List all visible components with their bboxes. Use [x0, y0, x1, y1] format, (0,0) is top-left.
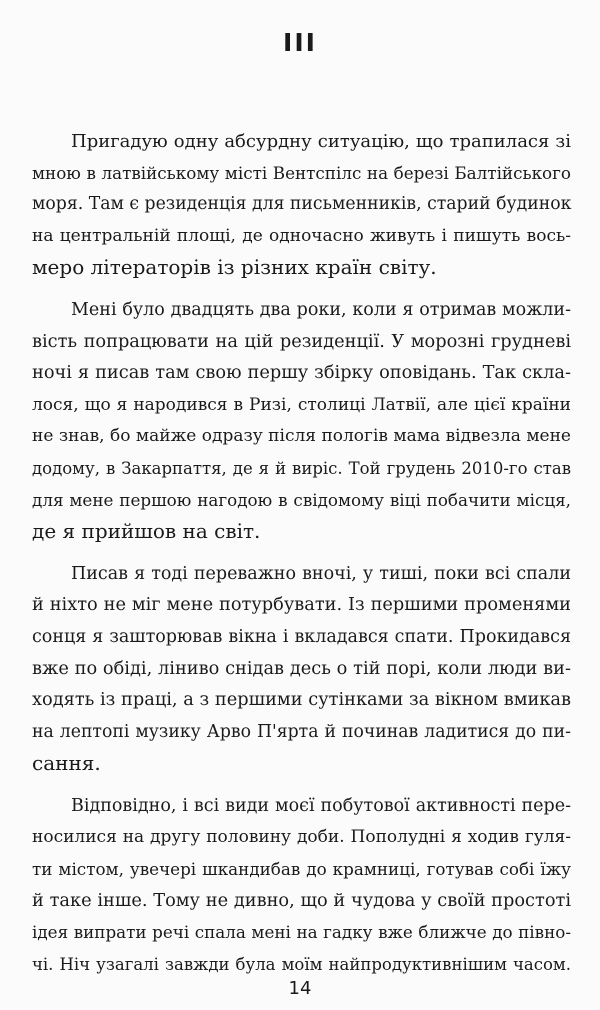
- text-line: й таке інше. Тому не дивно, що й чудова у своїй простоті: [32, 890, 571, 911]
- body-text: [32, 126, 571, 991]
- text-line: меро літераторів із різних країн світу.: [32, 255, 437, 280]
- chapter-heading: III: [283, 28, 317, 57]
- paragraph: [32, 559, 571, 780]
- text-line: Мені було двадцять два роки, коли я отримав можли-: [71, 299, 571, 320]
- text-line: ночі я писав там свою першу збірку оповідань. Так скла-: [32, 363, 571, 384]
- text-line: й ніхто не міг мене потурбувати. Із першими променями: [32, 595, 571, 616]
- text-line: не знав, бо майже одразу після пологів мама відвезла мене: [32, 426, 571, 447]
- text-line: на лептопі музику Арво П'ярта й починав ладитися до пи-: [32, 721, 571, 742]
- paragraph: [32, 126, 571, 284]
- paragraph: [32, 791, 571, 981]
- text-line: сонця я зашторював вікна і вкладався спати. Прокидався: [32, 626, 571, 647]
- text-line: для мене першою нагодою в свідомому віці побачити місця,: [32, 489, 571, 510]
- text-line: мною в латвійському місті Вентспілс на березі Балтійського: [32, 162, 571, 183]
- text-line: носилися на другу половину доби. Пополудні я ходив гуля-: [32, 827, 571, 848]
- text-line: вість попрацювати на цій резиденції. У морозні грудневі: [32, 331, 571, 352]
- text-line: додому, в Закарпаття, де я й виріс. Той грудень 2010-го став: [32, 458, 571, 478]
- text-line: Писав я тоді переважно вночі, у тиші, поки всі спали: [71, 563, 571, 584]
- text-line: моря. Там є резиденція для письменників, старий будинок: [32, 194, 572, 215]
- text-line: ідея випрати речі спала мені на гадку вже ближче до півно-: [32, 922, 571, 943]
- text-line: на центральній площі, де одночасно живуть і пишуть вось-: [32, 225, 571, 246]
- text-line: Пригадую одну абсурдну ситуацію, що трапилася зі: [71, 131, 571, 152]
- text-line: Відповідно, і всі види моєї побутової активності пере-: [71, 795, 571, 816]
- paragraph: [32, 295, 571, 548]
- text-line: де я прийшов на світ.: [32, 519, 261, 544]
- text-line: сання.: [32, 751, 101, 776]
- text-line: ти містом, увечері шкандибав до крамниці, готував собі їжу: [32, 859, 571, 880]
- text-line: лося, що я народився в Ризі, столиці Латвії, але цієї країни: [32, 394, 571, 415]
- text-line: ходять із праці, а з першими сутінками за вікном вмикав: [32, 690, 571, 711]
- text-line: чі. Ніч узагалі завжди була моїм найпродуктивнішим часом.: [32, 954, 571, 974]
- page-number: 14: [288, 978, 312, 999]
- text-line: вже по обіді, ліниво снідав десь о тій порі, коли люди ви-: [32, 658, 571, 679]
